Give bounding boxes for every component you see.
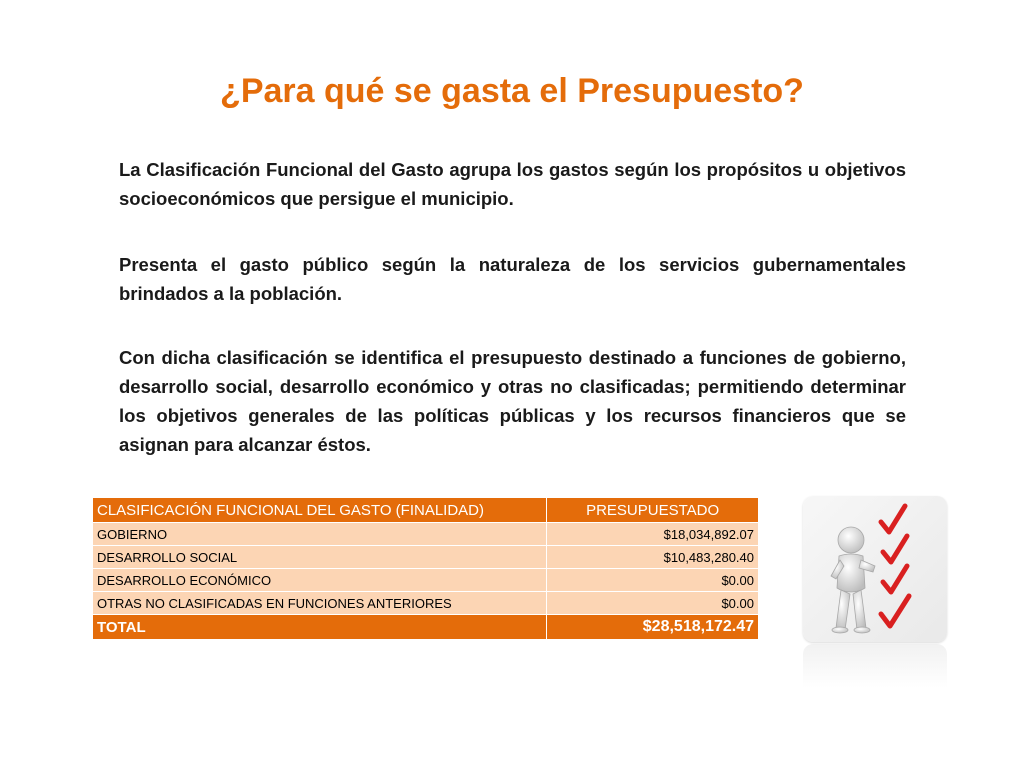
table-row <box>93 546 759 569</box>
slide-title: ¿Para qué se gasta el Presupuesto? <box>220 72 804 110</box>
row-label: DESARROLLO SOCIAL <box>93 546 547 569</box>
illustration-reflection <box>803 644 947 688</box>
person-checklist-icon <box>803 496 947 642</box>
table-row <box>93 569 759 592</box>
row-label: GOBIERNO <box>93 523 547 546</box>
row-value: $0.00 <box>547 592 759 615</box>
header-budgeted: PRESUPUESTADO <box>547 498 759 523</box>
paragraph-definition: La Clasificación Funcional del Gasto agrupa los gastos según los propósitos u objetivos socioeconómicos que persigue el municipio. <box>119 159 906 209</box>
row-value: $10,483,280.40 <box>547 546 759 569</box>
row-label: OTRAS NO CLASIFICADAS EN FUNCIONES ANTERIORES <box>93 592 547 615</box>
paragraph-classification-purpose: Con dicha clasificación se identifica el presupuesto destinado a funciones de gobierno, desarrollo social, desarrollo económico y otras no clasificadas; permitiendo determinar los objetivos generales de las políticas públicas y los recursos financieros que se asignan para alcanzar éstos. <box>119 347 906 455</box>
table-row <box>93 523 759 546</box>
header-classification: CLASIFICACIÓN FUNCIONAL DEL GASTO (FINALIDAD) <box>93 498 547 523</box>
paragraph-public-spending: Presenta el gasto público según la naturaleza de los servicios gubernamentales brindados a la población. <box>119 254 906 304</box>
table-header-row <box>93 498 759 523</box>
row-value: $18,034,892.07 <box>547 523 759 546</box>
row-label: DESARROLLO ECONÓMICO <box>93 569 547 592</box>
figure-shape <box>831 527 875 633</box>
checkmark-icons <box>881 506 909 626</box>
total-label: TOTAL <box>93 615 547 640</box>
table-row <box>93 592 759 615</box>
row-value: $0.00 <box>547 569 759 592</box>
table-total-row <box>93 615 759 640</box>
person-checklist-illustration <box>803 496 947 642</box>
functional-classification-table <box>92 497 759 640</box>
total-value: $28,518,172.47 <box>547 615 759 640</box>
